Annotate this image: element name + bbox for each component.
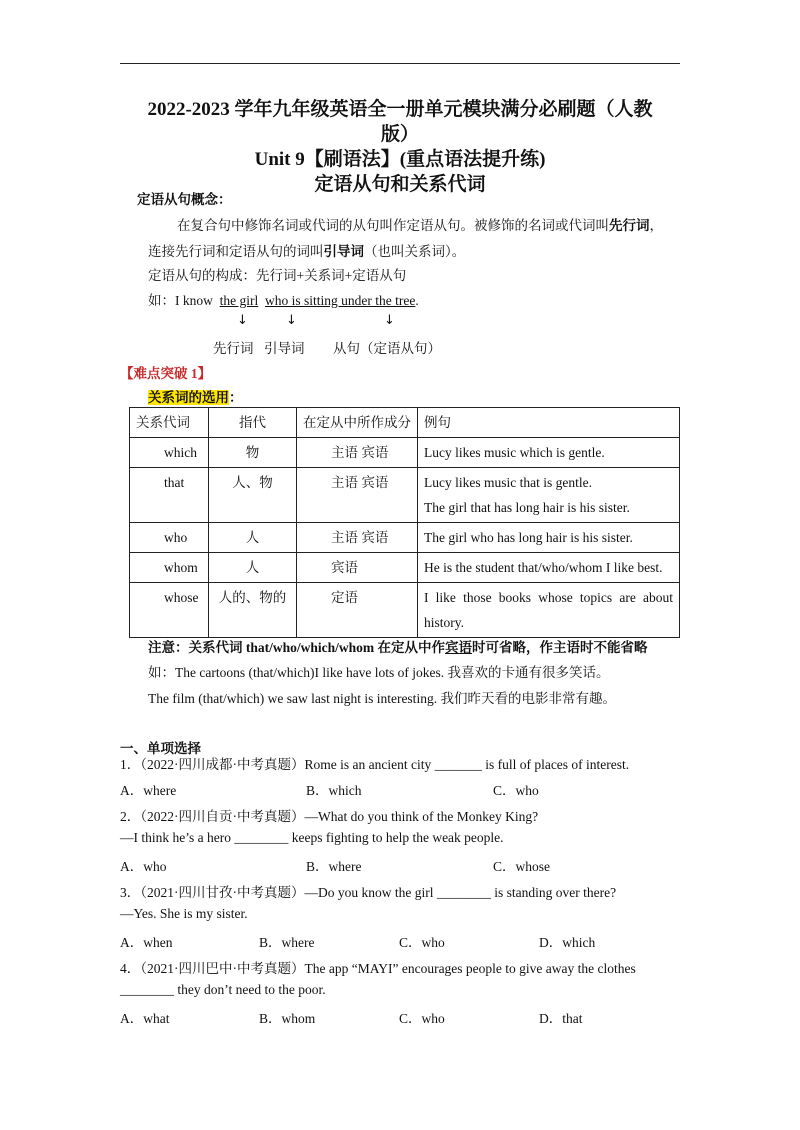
cell-role: 宾语 bbox=[297, 553, 418, 583]
cell-refers: 人 bbox=[209, 523, 297, 553]
example-prefix: 如：I know bbox=[148, 293, 213, 308]
relative-term: 引导词 bbox=[323, 244, 364, 259]
cell-pronoun: that bbox=[130, 468, 209, 523]
question-2-option-b: B．where bbox=[306, 859, 362, 874]
example-end: . bbox=[415, 293, 419, 308]
table-row bbox=[130, 583, 680, 638]
highlighted-subheading: 关系词的选用 bbox=[148, 390, 229, 405]
question-3-option-b: B．where bbox=[259, 935, 315, 950]
table-header: 关系代词 bbox=[130, 408, 209, 438]
question-2-stem-2: —I think he’s a hero ________ keeps fighting to help the weak people. bbox=[120, 830, 504, 845]
subheading-colon: ： bbox=[229, 390, 243, 405]
question-4-option-c: C．who bbox=[399, 1011, 445, 1026]
cell-example bbox=[418, 583, 680, 638]
question-4-option-d: D．that bbox=[539, 1011, 583, 1026]
breakthrough-tag: 【难点突破 1】 bbox=[120, 366, 212, 381]
note-example-2: The film (that/which) we saw last night is interesting. 我们昨天看的电影非常有趣。 bbox=[148, 691, 616, 706]
cell-example bbox=[418, 468, 680, 523]
question-3-option-c: C．who bbox=[399, 935, 445, 950]
cell-pronoun: whose bbox=[130, 583, 209, 638]
question-2-stem: 2．（2022·四川自贡·中考真题）—What do you think of the Monkey King? bbox=[120, 809, 539, 824]
concept-paragraph-1 bbox=[177, 214, 663, 234]
table-row bbox=[130, 438, 680, 468]
example-line: Lucy likes music which is gentle. bbox=[424, 445, 605, 460]
breakthrough-subheading bbox=[148, 386, 243, 406]
label-antecedent: 先行词 bbox=[213, 341, 254, 356]
table-header-row bbox=[130, 408, 680, 438]
table-header: 例句 bbox=[418, 408, 680, 438]
arrow-down-icon: ↓ bbox=[384, 313, 395, 328]
doc-title-line3: Unit 9【刷语法】(重点语法提升练) bbox=[254, 149, 546, 170]
example-clause: who is sitting under the tree bbox=[265, 293, 416, 308]
note-emphasis: 宾语 bbox=[445, 640, 473, 655]
doc-title-line2: 版） bbox=[380, 124, 419, 145]
antecedent-term: 先行词 bbox=[609, 218, 650, 233]
question-4-stem: 4．（2021·四川巴中·中考真题）The app “MAYI” encourages people to give away the clothes bbox=[120, 961, 636, 976]
concept-heading: 定语从句概念： bbox=[137, 192, 232, 207]
question-3-stem-2: —Yes. She is my sister. bbox=[120, 906, 248, 921]
cell-pronoun: which bbox=[130, 438, 209, 468]
section-heading: 一、单项选择 bbox=[120, 741, 201, 756]
label-clause: 从句（定语从句） bbox=[333, 341, 441, 356]
cell-role: 定语 bbox=[297, 583, 418, 638]
table-header: 在定从中所作成分 bbox=[297, 408, 418, 438]
note-line bbox=[148, 636, 648, 656]
concept-text: 连接先行词和定语从句的词叫 bbox=[148, 244, 324, 259]
question-2-option-c: C．whose bbox=[493, 859, 550, 874]
question-3-option-d: D．which bbox=[539, 935, 596, 950]
arrow-down-icon: ↓ bbox=[237, 313, 248, 328]
cell-role: 主语 宾语 bbox=[297, 438, 418, 468]
concept-structure: 定语从句的构成：先行词+关系词+定语从句 bbox=[148, 268, 407, 283]
question-2-option-a: A．who bbox=[120, 859, 167, 874]
question-1-option-c: C．who bbox=[493, 783, 539, 798]
cell-refers: 人的、物的 bbox=[209, 583, 297, 638]
concept-text: 在复合句中修饰名词或代词的从句叫作定语从句。被修饰的名词或代词叫 bbox=[177, 218, 609, 233]
cell-role: 主语 宾语 bbox=[297, 523, 418, 553]
example-line: history. bbox=[424, 615, 464, 630]
concept-text: （也叫关系词）。 bbox=[364, 244, 466, 259]
doc-title-line4: 定语从句和关系代词 bbox=[314, 174, 486, 195]
note-example-1: 如：The cartoons (that/which)I like have lots of jokes. 我喜欢的卡通有很多笑话。 bbox=[148, 665, 610, 680]
question-1-option-b: B．which bbox=[306, 783, 362, 798]
concept-text: ， bbox=[649, 218, 663, 233]
question-1-option-a: A．where bbox=[120, 783, 177, 798]
question-3-option-a: A．when bbox=[120, 935, 173, 950]
doc-title-line1: 2022-2023 学年九年级英语全一册单元模块满分必刷题（人教 bbox=[147, 99, 653, 120]
note-text: 注意：关系代词 that/who/which/whom 在定从中作 bbox=[148, 640, 446, 655]
label-relative: 引导词 bbox=[264, 341, 305, 356]
relative-pronoun-table bbox=[129, 407, 680, 638]
question-4-option-a: A．what bbox=[120, 1011, 170, 1026]
note-text: 时可省略，作主语时不能省略 bbox=[472, 640, 648, 655]
example-line: The girl that has long hair is his sister. bbox=[424, 500, 630, 515]
question-4-stem-2: ________ they don’t need to the poor. bbox=[120, 982, 326, 997]
example-line: He is the student that/who/whom I like best. bbox=[424, 560, 663, 575]
arrow-down-icon: ↓ bbox=[286, 313, 297, 328]
cell-pronoun: who bbox=[130, 523, 209, 553]
cell-refers: 人、物 bbox=[209, 468, 297, 523]
header-rule bbox=[120, 63, 680, 64]
example-antecedent: the girl bbox=[219, 293, 259, 308]
example-line: I like those books whose topics are about bbox=[424, 590, 673, 605]
example-line: The girl who has long hair is his sister. bbox=[424, 530, 633, 545]
cell-role: 主语 宾语 bbox=[297, 468, 418, 523]
table-row bbox=[130, 553, 680, 583]
cell-example bbox=[418, 523, 680, 553]
concept-example bbox=[148, 289, 419, 309]
table-row bbox=[130, 468, 680, 523]
cell-example bbox=[418, 553, 680, 583]
question-4-option-b: B．whom bbox=[259, 1011, 316, 1026]
example-line: Lucy likes music that is gentle. bbox=[424, 475, 592, 490]
cell-example bbox=[418, 438, 680, 468]
table-header: 指代 bbox=[209, 408, 297, 438]
cell-refers: 物 bbox=[209, 438, 297, 468]
cell-pronoun: whom bbox=[130, 553, 209, 583]
table-row bbox=[130, 523, 680, 553]
question-1-stem: 1．（2022·四川成都·中考真题）Rome is an ancient city _______ is full of places of interest. bbox=[120, 757, 630, 772]
concept-paragraph-2 bbox=[148, 240, 465, 260]
cell-refers: 人 bbox=[209, 553, 297, 583]
question-3-stem: 3．（2021·四川甘孜·中考真题）—Do you know the girl ________ is standing over there? bbox=[120, 885, 617, 900]
